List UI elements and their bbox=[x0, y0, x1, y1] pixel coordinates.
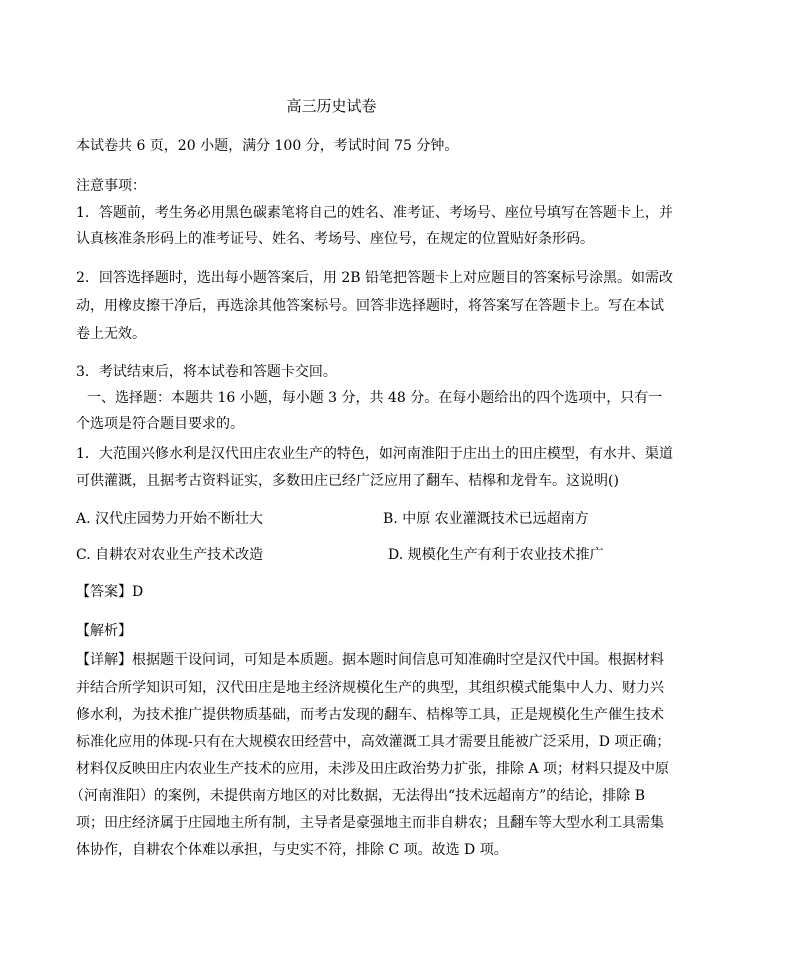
note-2-line-1: 2．回答选择题时，选出每小题答案后，用 2B 铅笔把答题卡上对应题目的答案标号涂黑。如需改 bbox=[76, 270, 674, 286]
section-instruction-line-2: 个选项是符合题目要求的。 bbox=[76, 416, 244, 432]
option-d: D. 规模化生产有利于农业技术推广 bbox=[388, 547, 604, 563]
note-2-line-2: 动，用橡皮擦干净后，再选涂其他答案标号。回答非选择题时，将答案写在答题卡上。写在本试 bbox=[76, 298, 664, 314]
question-1-line-2: 可供灌溉，且据考古资料证实，多数田庄已经广泛应用了翻车、桔槔和龙骨车。这说明() bbox=[76, 473, 619, 489]
answer-label: 【答案】D bbox=[76, 584, 144, 600]
question-1-line-1: 1．大范围兴修水利是汉代田庄农业生产的特色，如河南淮阳于庄出土的田庄模型，有水井、渠道 bbox=[76, 446, 673, 462]
section-instruction-line-1: 一、选择题：本题共 16 小题，每小题 3 分，共 48 分。在每小题给出的四个选项中，只有一 bbox=[87, 390, 663, 406]
note-2-line-3: 卷上无效。 bbox=[76, 326, 146, 342]
notes-heading: 注意事项： bbox=[76, 178, 146, 194]
option-b: B. 中原 农业灌溉技术已远超南方 bbox=[383, 511, 589, 527]
detail-line-5: 材料仅反映田庄内农业生产技术的应用，未涉及田庄政治势力扩张，排除 A 项；材料只提及中原 bbox=[76, 761, 670, 777]
detail-line-7: 项；田庄经济属于庄园地主所有制，主导者是豪强地主而非自耕农；且翻车等大型水利工具需集 bbox=[76, 815, 664, 831]
detail-line-4: 标准化应用的体现-只有在大规模农田经营中，高效灌溉工具才需要且能被广泛采用，D 项正确； bbox=[76, 734, 671, 750]
detail-line-1: 【详解】根据题干设问词，可知是本质题。据本题时间信息可知准确时空是汉代中国。根据材料 bbox=[76, 652, 664, 668]
exam-title: 高三历史试卷 bbox=[286, 97, 377, 115]
detail-line-8: 体协作，自耕农个体难以承担，与史实不符，排除 C 项。故选 D 项。 bbox=[76, 842, 508, 858]
option-a: A. 汉代庄园势力开始不断壮大 bbox=[76, 511, 264, 527]
note-1-line-2: 认真核准条形码上的准考证号、姓名、考场号、座位号，在规定的位置贴好条形码。 bbox=[76, 231, 594, 247]
exam-intro: 本试卷共 6 页，20 小题，满分 100 分，考试时间 75 分钟。 bbox=[76, 138, 459, 154]
note-3: 3．考试结束后，将本试卷和答题卡交回。 bbox=[76, 364, 337, 380]
detail-line-2: 并结合所学知识可知，汉代田庄是地主经济规模化生产的典型，其组织模式能集中人力、财力兴 bbox=[76, 680, 664, 696]
detail-line-6: （河南淮阳）的案例，未提供南方地区的对比数据，无法得出“技术远超南方”的结论，排除 B bbox=[70, 788, 646, 804]
option-c: C. 自耕农对农业生产技术改造 bbox=[76, 547, 264, 563]
detail-line-3: 修水利，为技术推广提供物质基础，而考古发现的翻车、桔槔等工具，正是规模化生产催生技术 bbox=[76, 707, 664, 723]
note-1-line-1: 1．答题前，考生务必用黑色碳素笔将自己的姓名、准考证、考场号、座位号填写在答题卡上，并 bbox=[76, 205, 673, 221]
analysis-heading: 【解析】 bbox=[76, 623, 132, 639]
